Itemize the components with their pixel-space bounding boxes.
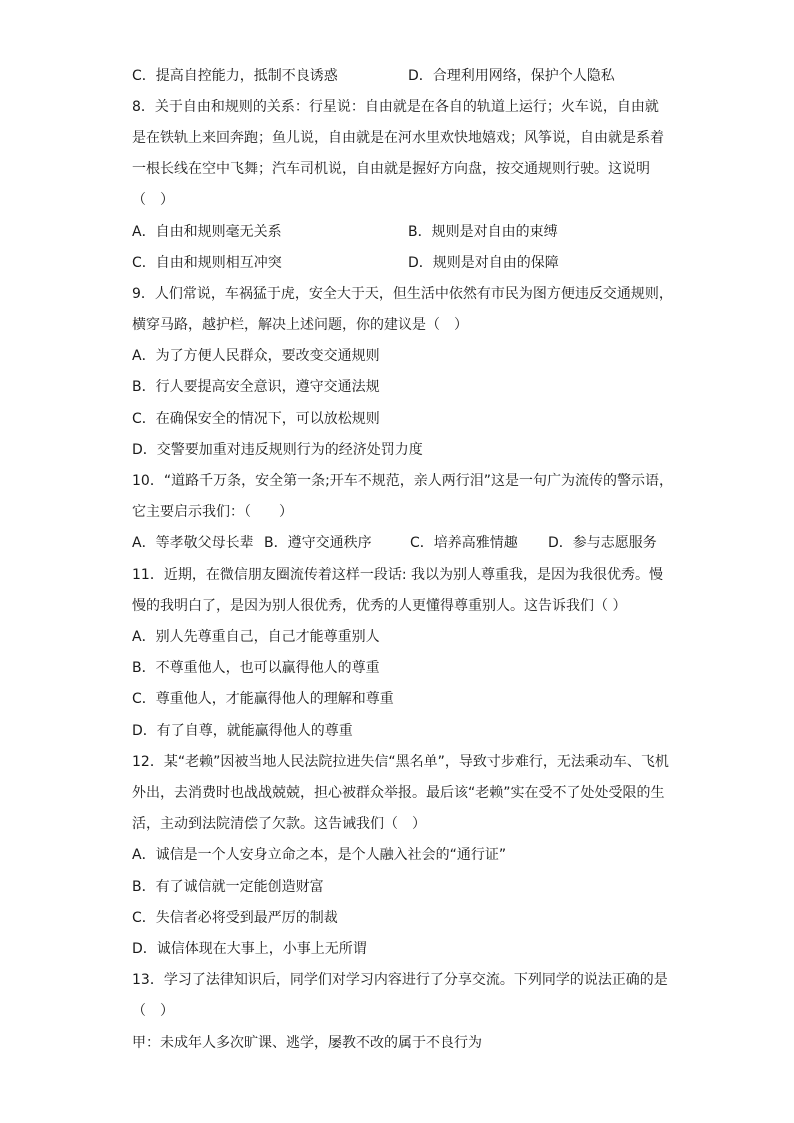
option-c: C．在确保安全的情况下，可以放松规则	[132, 411, 380, 427]
question-13-statement: 甲：未成年人多次旷课、逃学，屡教不改的属于不良行为	[132, 1035, 482, 1051]
option-a: A．为了方便人民群众，要改变交通规则	[132, 348, 380, 364]
option-a: A．诚信是一个人安身立命之本，是个人融入社会的“通行证”	[132, 847, 507, 863]
option-c: C．提高自控能力，抵制不良诱惑	[132, 68, 338, 84]
option-line	[132, 66, 615, 86]
option-b: B．规则是对自由的束缚	[408, 224, 558, 240]
question-8-text: 8．关于自由和规则的关系：行星说：自由就是在各自的轨道上运行；火车说，自由就	[132, 99, 659, 115]
option-b: B．不尊重他人，也可以赢得他人的尊重	[132, 660, 380, 676]
option-d: D．规则是对自由的保障	[408, 255, 559, 271]
option-d: D．合理利用网络，保护个人隐私	[408, 68, 615, 84]
option-b: B．行人要提高安全意识，遵守交通法规	[132, 379, 380, 395]
question-11-text: 慢的我明白了，是因为别人很优秀，优秀的人更懂得尊重别人。这告诉我们（ ）	[132, 598, 627, 614]
option-c: C．培养高雅情趣	[410, 535, 518, 551]
option-line	[132, 222, 558, 242]
question-12-text: 活，主动到法院清偿了欠款。这告诫我们（ ）	[132, 816, 426, 832]
option-d: D．参与志愿服务	[548, 535, 657, 551]
option-a: A．别人先尊重自己，自己才能尊重别人	[132, 629, 380, 645]
question-11-text: 11．近期，在微信朋友圈流传着这样一段话: 我以为别人尊重我，是因为我很优秀。慢	[132, 567, 663, 583]
question-13-text: 13．学习了法律知识后，同学们对学习内容进行了分享交流。下列同学的说法正确的是	[132, 972, 668, 988]
question-12-text: 12．某“老赖”因被当地人民法院拉进失信“黑名单”，导致寸步难行，无法乘动车、飞机	[132, 754, 669, 770]
option-d: D．有了自尊，就能赢得他人的尊重	[132, 723, 353, 739]
question-8-blank: （ ）	[132, 192, 174, 208]
option-b: B．有了诚信就一定能创造财富	[132, 879, 324, 895]
option-c: C．自由和规则相互冲突	[132, 255, 282, 271]
question-9-text: 横穿马路，越护栏，解决上述问题，你的建议是（ ）	[132, 317, 468, 333]
question-8-text: 一根长线在空中飞舞；汽车司机说，自由就是握好方向盘，按交通规则行驶。这说明	[132, 161, 650, 177]
option-line	[132, 533, 657, 553]
question-9-text: 9．人们常说，车祸猛于虎，安全大于天，但生活中依然有市民为图方便违反交通规则，	[132, 286, 673, 302]
option-d: D．交警要加重对违反规则行为的经济处罚力度	[132, 442, 423, 458]
option-a: A．等孝敬父母长辈	[132, 535, 254, 551]
option-c: C．失信者必将受到最严厉的制裁	[132, 910, 338, 926]
question-12-text: 外出，去消费时也战战兢兢，担心被群众举报。最后该“老赖”实在受不了处处受限的生	[132, 785, 665, 801]
question-13-blank: （ ）	[132, 1003, 174, 1019]
option-c: C．尊重他人，才能赢得他人的理解和尊重	[132, 691, 394, 707]
option-line	[132, 253, 559, 273]
option-d: D．诚信体现在大事上，小事上无所谓	[132, 941, 367, 957]
question-10-text: 它主要启示我们：（ ）	[132, 504, 293, 520]
question-8-text: 是在铁轨上来回奔跑；鱼儿说，自由就是在河水里欢快地嬉戏；风筝说，自由就是系着	[132, 130, 664, 146]
question-10-text: 10．“道路千万条，安全第一条;开车不规范，亲人两行泪”这是一句广为流传的警示语，	[132, 473, 674, 489]
option-b: B．遵守交通秩序	[264, 535, 372, 551]
option-a: A．自由和规则毫无关系	[132, 224, 282, 240]
